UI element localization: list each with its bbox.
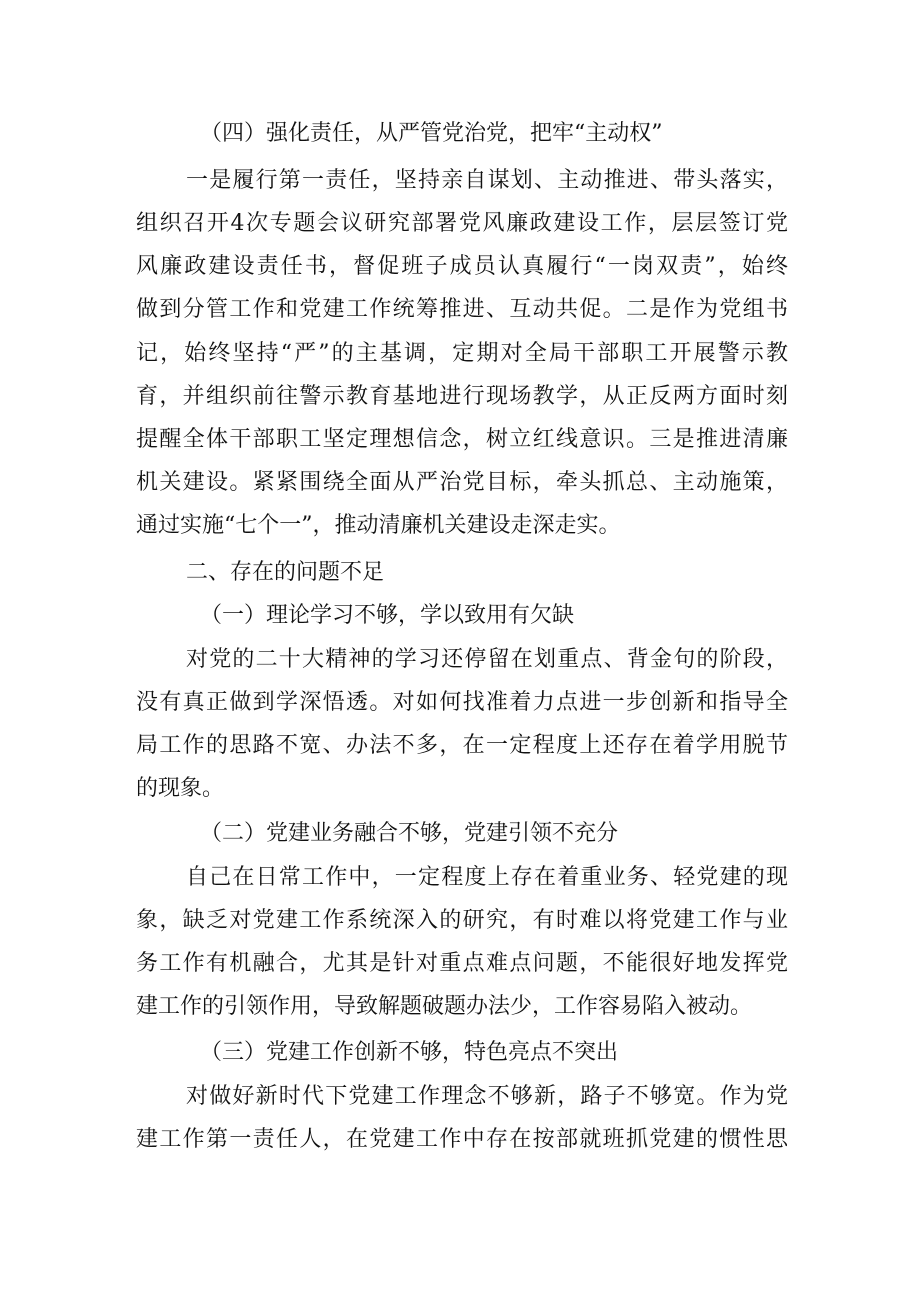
paragraph-line: 自己在日常工作中，一定程度上存在着重业务、轻党建的现 [186, 865, 788, 890]
paragraph-line: 建工作的引领作用，导致解题破题办法少，工作容易陷入被动。 [136, 994, 753, 1019]
paragraph-line: 育，并组织前往警示教育基地进行现场教学，从正反两方面时刻 [136, 384, 788, 409]
paragraph-line: 没有真正做到学深悟透。对如何找准着力点进一步创新和指导全 [136, 690, 788, 715]
paragraph-line: 务工作有机融合，尤其是针对重点难点问题，不能很好地发挥党 [136, 951, 788, 976]
section-heading-4: （四）强化责任，从严管党治党，把牢“主动权” [200, 121, 663, 146]
paragraph-line: 象，缺乏对党建工作系统深入的研究，有时难以将党建工作与业 [136, 908, 788, 933]
paragraph-line: 的现象。 [136, 776, 225, 801]
paragraph-line: 局工作的思路不宽、办法不多，在一定程度上还存在着学用脱节 [136, 733, 788, 758]
paragraph-line: 机关建设。紧紧围绕全面从严治党目标，牵头抓总、主动施策， [136, 470, 788, 495]
paragraph-line: 提醒全体干部职工坚定理想信念，树立红线意识。三是推进清廉 [136, 427, 788, 452]
paragraph-line: 组织召开4次专题会议研究部署党风廉政建设工作，层层签订党 [136, 211, 788, 236]
paragraph-line: 做到分管工作和党建工作统筹推进、互动共促。二是作为党组书 [136, 297, 788, 322]
paragraph-line: 记，始终坚持“严”的主基调，定期对全局干部职工开展警示教 [136, 341, 788, 366]
subsection-heading-1: （一）理论学习不够，学以致用有欠缺 [200, 603, 575, 628]
paragraph-line: 对党的二十大精神的学习还停留在划重点、背金句的阶段， [186, 647, 788, 672]
paragraph-line: 一是履行第一责任，坚持亲自谋划、主动推进、带头落实， [186, 168, 788, 193]
subsection-heading-2: （二）党建业务融合不够，党建引领不充分 [200, 821, 619, 846]
paragraph-line: 对做好新时代下党建工作理念不够新，路子不够宽。作为党 [186, 1084, 788, 1109]
subsection-heading-3: （三）党建工作创新不够，特色亮点不突出 [200, 1040, 619, 1065]
paragraph-line: 通过实施“七个一”，推动清廉机关建设走深走实。 [136, 513, 621, 538]
section-heading-2: 二、存在的问题不足 [186, 560, 385, 585]
paragraph-line: 建工作第一责任人，在党建工作中存在按部就班抓党建的惯性思 [136, 1127, 788, 1152]
paragraph-line: 风廉政建设责任书，督促班子成员认真履行“一岗双责”，始终 [136, 254, 788, 279]
